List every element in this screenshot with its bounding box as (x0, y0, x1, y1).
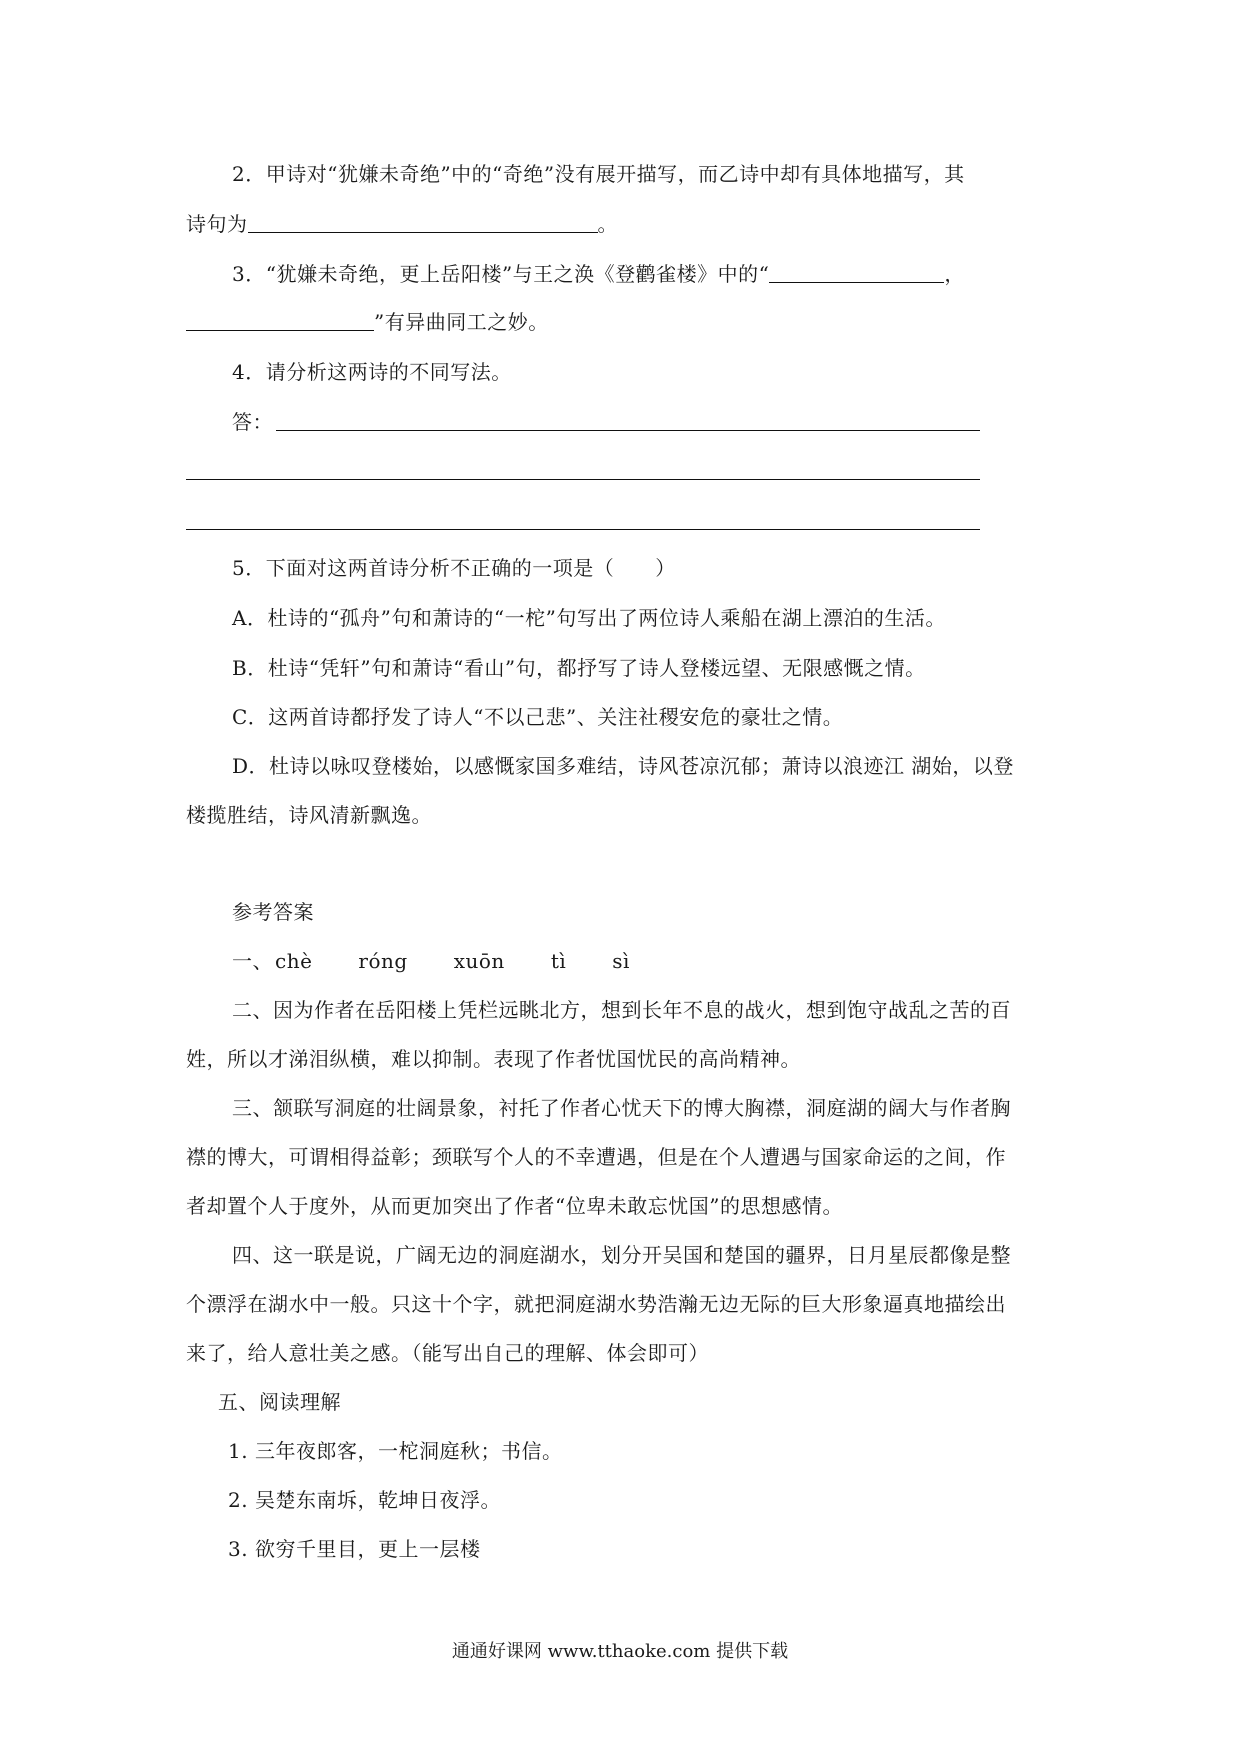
pinyin-5: sì (612, 949, 630, 973)
q2-line2-suffix: 。 (597, 212, 618, 236)
q3-answer-blank-2 (186, 312, 374, 331)
answers-three-line3: 者却置个人于度外，从而更加突出了作者“位卑未敢忘忧国”的思想感情。 (186, 1194, 843, 1218)
q4-question: 4．请分析这两诗的不同写法。 (232, 360, 512, 384)
q3-answer-blank-1 (769, 264, 944, 283)
answers-five-heading: 五、阅读理解 (218, 1390, 341, 1414)
pinyin-2: róng (358, 949, 408, 973)
q2-line2-prefix: 诗句为 (186, 212, 248, 236)
q3-line1-suffix: ， (944, 262, 965, 286)
q3-line1 (232, 260, 965, 288)
q2-line1: 2．甲诗对“犹嫌未奇绝”中的“奇绝”没有展开描写，而乙诗中却有具体地描写，其 (232, 162, 965, 186)
q5-option-b: B．杜诗“凭轩”句和萧诗“看山”句，都抒写了诗人登楼远望、无限感慨之情。 (232, 656, 926, 680)
q5-option-d-line2: 楼揽胜结，诗风清新飘逸。 (186, 803, 432, 827)
q5-option-a: A．杜诗的“孤舟”句和萧诗的“一柁”句写出了两位诗人乘船在湖上漂泊的生活。 (232, 606, 946, 630)
answers-one (232, 947, 676, 975)
q4-answer-line-2 (186, 479, 980, 480)
answers-heading: 参考答案 (232, 900, 314, 924)
q3-line2-suffix: ”有异曲同工之妙。 (374, 310, 549, 334)
answers-five-2: 2. 吴楚东南坼，乾坤日夜浮。 (228, 1488, 501, 1512)
pinyin-3: xuōn (453, 949, 505, 973)
answers-four-line1: 四、这一联是说，广阔无边的洞庭湖水，划分开吴国和楚国的疆界，日月星辰都像是整 (232, 1243, 1011, 1267)
q3-line1-prefix: 3．“犹嫌未奇绝，更上岳阳楼”与王之涣《登鹳雀楼》中的“ (232, 262, 770, 286)
answers-four-line3: 来了，给人意壮美之感。（能写出自己的理解、体会即可） (186, 1341, 709, 1365)
answers-two-line2: 姓，所以才涕泪纵横，难以抑制。表现了作者忧国忧民的高尚精神。 (186, 1047, 801, 1071)
q4-answer-label: 答： (232, 410, 273, 434)
q5-question: 5．下面对这两首诗分析不正确的一项是（ ） (232, 556, 676, 580)
q5-option-d-line1: D．杜诗以咏叹登楼始，以感慨家国多难结，诗风苍凉沉郁；萧诗以浪迹江 湖始，以登 (232, 754, 1014, 778)
q4-answer-line-1 (276, 430, 980, 431)
q2-line2 (186, 210, 618, 238)
q4-answer-line-3 (186, 529, 980, 530)
answers-five-3: 3. 欲穷千里目，更上一层楼 (228, 1537, 481, 1561)
pinyin-4: tì (550, 949, 567, 973)
answers-four-line2: 个漂浮在湖水中一般。只这十个字，就把洞庭湖水势浩瀚无边无际的巨大形象逼真地描绘出 (186, 1292, 1006, 1316)
q3-line2 (186, 308, 549, 336)
answers-three-line1: 三、颔联写洞庭的壮阔景象，衬托了作者心忧天下的博大胸襟，洞庭湖的阔大与作者胸 (232, 1096, 1011, 1120)
q5-option-c: C．这两首诗都抒发了诗人“不以己悲”、关注社稷安危的豪壮之情。 (232, 705, 844, 729)
answers-three-line2: 襟的博大，可谓相得益彰；颈联写个人的不幸遭遇，但是在个人遭遇与国家命运的之间，作 (186, 1145, 1006, 1169)
page-footer: 通通好课网 www.tthaoke.com 提供下载 (451, 1641, 789, 1662)
answers-five-1: 1. 三年夜郎客，一柁洞庭秋；书信。 (228, 1439, 563, 1463)
answers-one-label: 一、 (232, 949, 273, 973)
answers-two-line1: 二、因为作者在岳阳楼上凭栏远眺北方，想到长年不息的战火，想到饱守战乱之苦的百 (232, 998, 1011, 1022)
q2-answer-blank (248, 214, 598, 233)
pinyin-1: chè (275, 949, 313, 973)
